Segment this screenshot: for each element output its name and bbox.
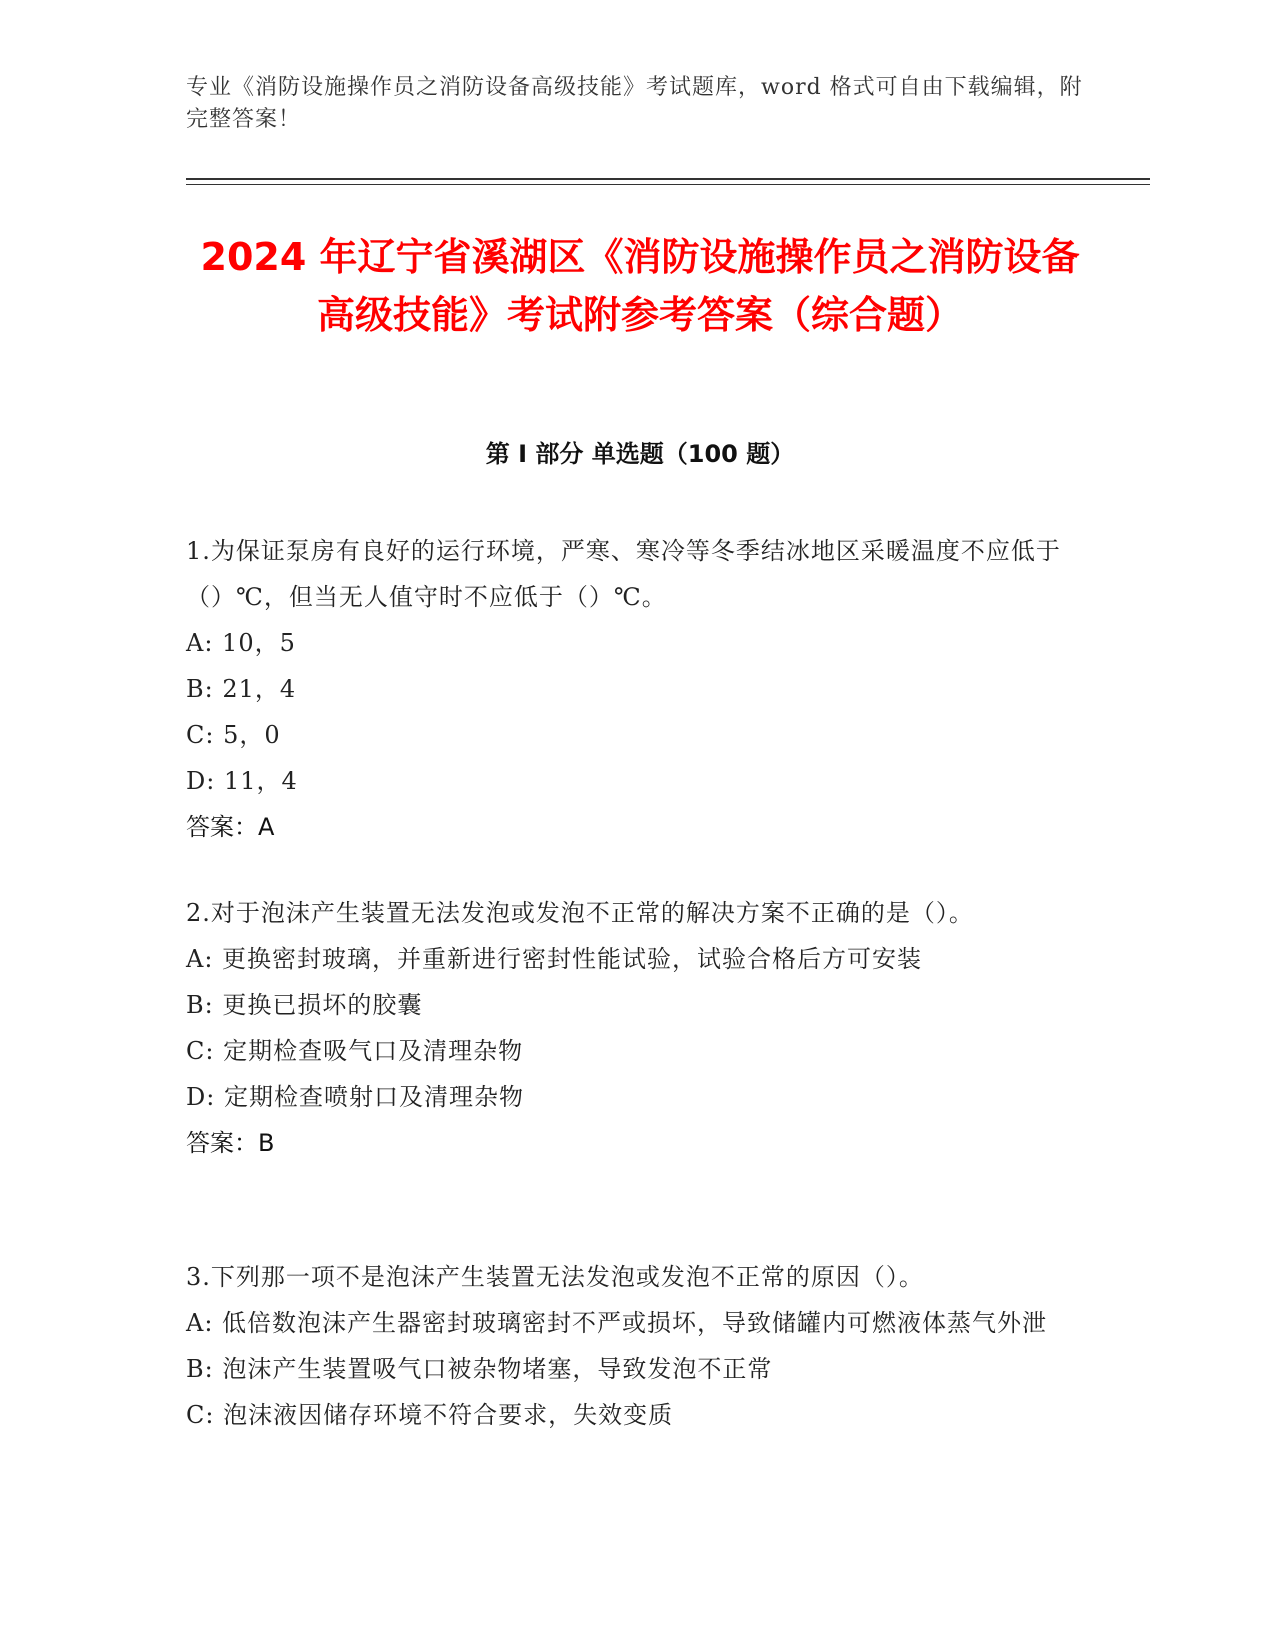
question-3 [186,1254,1086,1438]
question-1 [186,528,1086,850]
header-rule-thin [186,184,1150,185]
option-a: A: 更换密封玻璃，并重新进行密封性能试验，试验合格后方可安装 [186,945,923,973]
option-a: A: 低倍数泡沫产生器密封玻璃密封不严或损坏，导致储罐内可燃液体蒸气外泄 [186,1309,1048,1337]
option-a: A: 10，5 [186,629,296,657]
option-c: C: 泡沫液因储存环境不符合要求，失效变质 [186,1401,674,1429]
option-b: B: 21，4 [186,675,297,703]
option-b: B: 泡沫产生装置吸气口被杂物堵塞，导致发泡不正常 [186,1355,773,1383]
answer: 答案：B [186,1129,275,1157]
option-c: C: 定期检查吸气口及清理杂物 [186,1037,524,1065]
question-stem: 1.为保证泵房有良好的运行环境，严寒、寒冷等冬季结冰地区采暖温度不应低于（）℃，但当无人值守时不应低于（）℃。 [186,537,1061,611]
option-c: C: 5，0 [186,721,281,749]
answer: 答案：A [186,813,275,841]
section-title: 第 I 部分 单选题（100 题） [485,440,795,468]
header-note: 专业《消防设施操作员之消防设备高级技能》考试题库，word 格式可自由下载编辑，附完整答案！ [186,75,1083,132]
option-b: B: 更换已损坏的胶囊 [186,991,423,1019]
question-stem: 2.对于泡沫产生装置无法发泡或发泡不正常的解决方案不正确的是（）。 [186,899,974,927]
document-title: 2024 年辽宁省溪湖区《消防设施操作员之消防设备高级技能》考试附参考答案（综合题） [200,235,1080,337]
option-d: D: 11，4 [186,767,298,795]
option-d: D: 定期检查喷射口及清理杂物 [186,1083,524,1111]
question-stem: 3.下列那一项不是泡沫产生装置无法发泡或发泡不正常的原因（）。 [186,1263,924,1291]
question-2 [186,890,1086,1166]
header-rule-thick [186,178,1150,180]
